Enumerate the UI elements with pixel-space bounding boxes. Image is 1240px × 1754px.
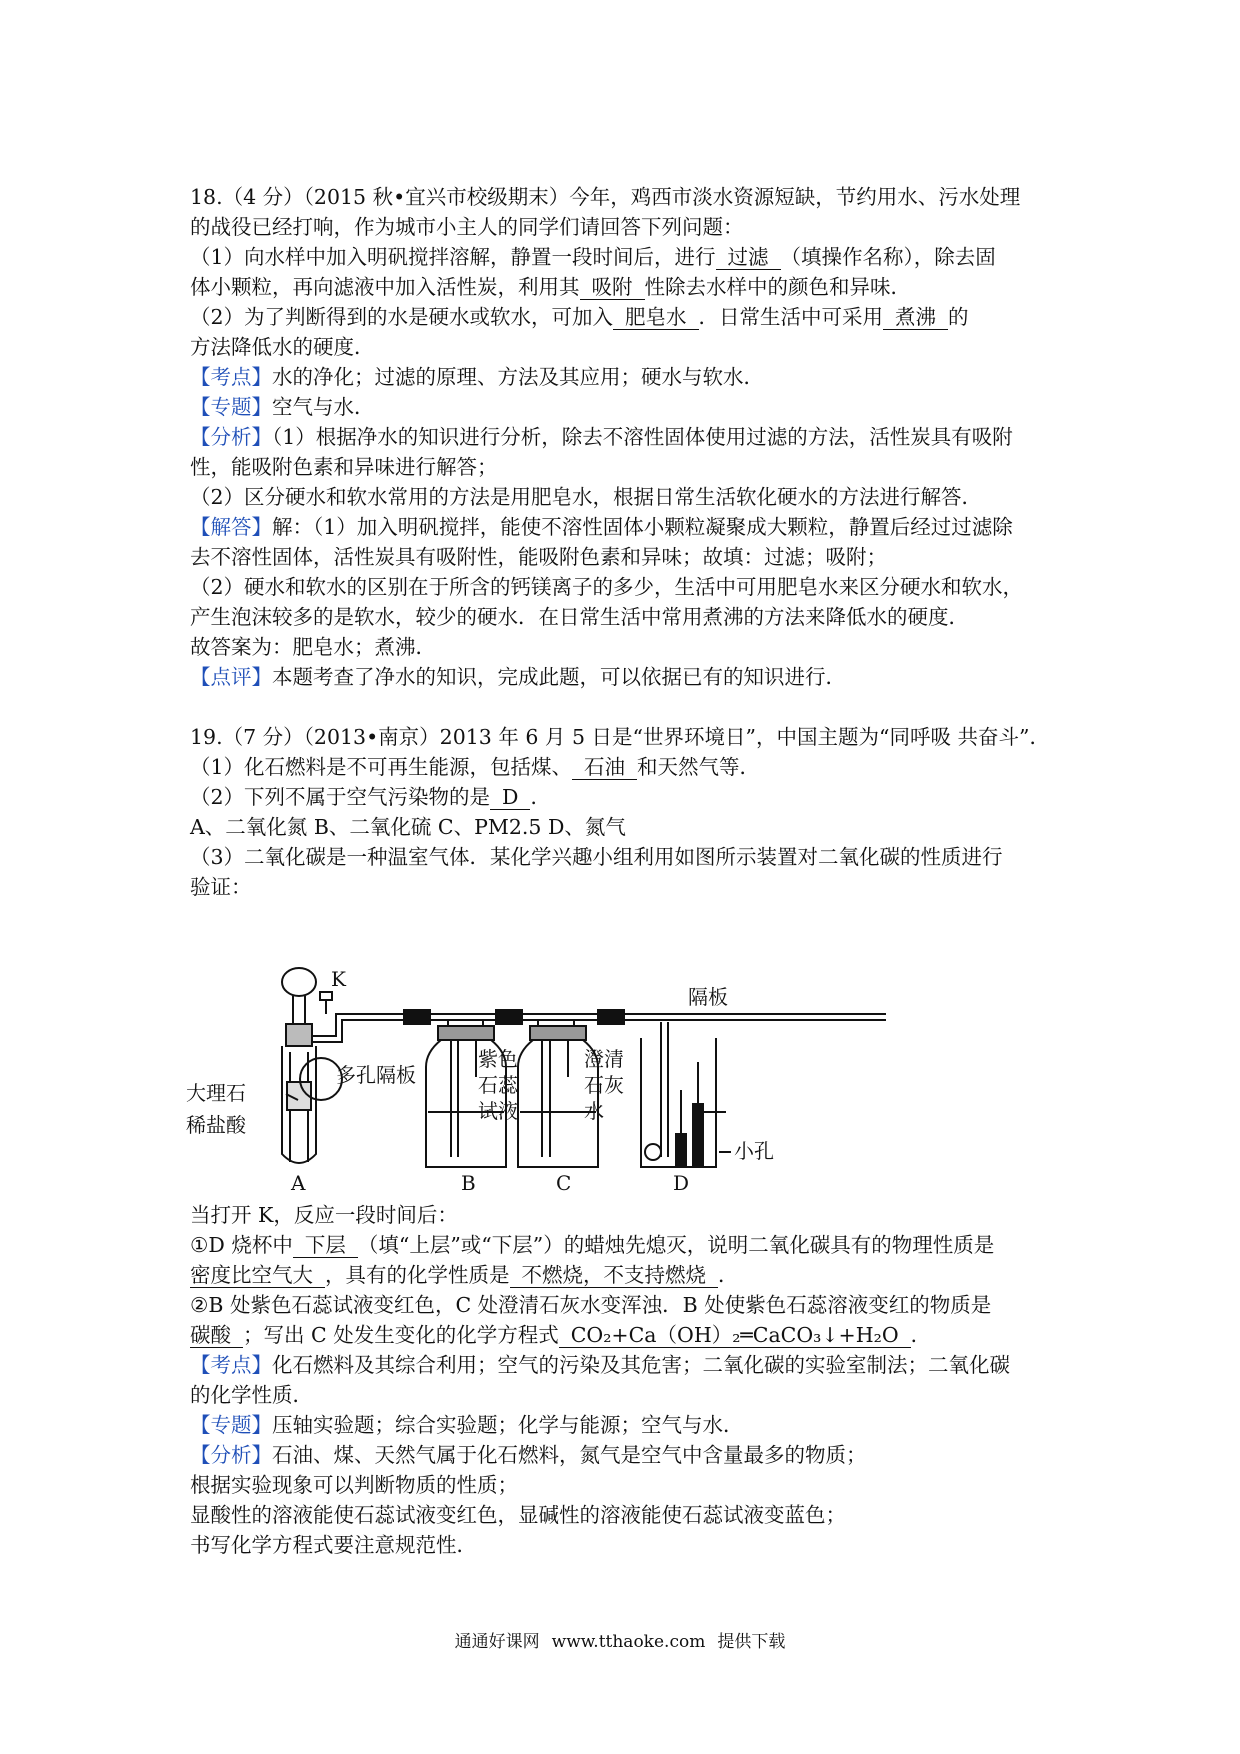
q19-open-k: 当打开 K，反应一段时间后：	[190, 1203, 458, 1227]
q18-jieda-line2: 去不溶性固体，活性炭具有吸附性，能吸附色素和异味；故填：过滤；吸附；	[190, 545, 887, 569]
apparatus-diagram	[186, 962, 886, 1192]
label-zise1: 紫色	[478, 1047, 518, 1071]
q19-part1: （1）化石燃料是不可再生能源，包括煤、 石油 和天然气等．	[190, 755, 761, 779]
label-D: D	[673, 1171, 690, 1192]
q18-fenxi: 【分析】（1）根据净水的知识进行分析，除去不溶性固体使用过滤的方法，活性炭具有吸附	[190, 425, 1013, 449]
answer-blank: 石油	[572, 755, 637, 780]
q18-jieda: 【解答】解：（1）加入明矾搅拌，能使不溶性固体小颗粒凝聚成大颗粒，静置后经过过滤除	[190, 515, 1013, 539]
section-tag: 【考点】	[190, 365, 272, 389]
label-zise2: 石蕊	[478, 1073, 518, 1097]
section-tag: 【点评】	[190, 665, 272, 689]
page-footer	[0, 1630, 1240, 1654]
label-chengqing1: 澄清	[584, 1047, 624, 1071]
label-xiaokong: 小孔	[734, 1139, 774, 1163]
q19-fenxi: 【分析】石油、煤、天然气属于化石燃料，氮气是空气中含量最多的物质；	[190, 1443, 867, 1467]
q18-jieda-line4: 产生泡沫较多的是软水，较少的硬水．在日常生活中常用煮沸的方法来降低水的硬度．	[190, 605, 969, 629]
label-chengqing2: 石灰	[584, 1073, 624, 1097]
footer-url[interactable]: www.tthaoke.com	[551, 1632, 706, 1652]
section-tag: 【专题】	[190, 395, 272, 419]
label-K: K	[331, 967, 346, 991]
answer-blank: D	[490, 785, 530, 810]
q18-part2-line2: 方法降低水的硬度．	[190, 335, 375, 359]
q18-fenxi-line2: 性，能吸附色素和异味进行解答；	[190, 455, 498, 479]
q18-part1-line1: （1）向水样中加入明矾搅拌溶解，静置一段时间后，进行 过滤 （填操作名称），除去固	[190, 245, 996, 269]
label-zise3: 试液	[478, 1099, 518, 1123]
q18-stem-line2: 的战役已经打响，作为城市小主人的同学们请回答下列问题：	[190, 215, 744, 239]
answer-blank: 煮沸	[883, 305, 948, 330]
q19-part3-line1: （3）二氧化碳是一种温室气体．某化学兴趣小组利用如图所示装置对二氧化碳的性质进行	[190, 845, 1003, 869]
label-A: A	[291, 1171, 306, 1192]
q18-kaodian: 【考点】水的净化；过滤的原理、方法及其应用；硬水与软水．	[190, 365, 764, 389]
q19-sub1-line2: 密度比空气大 ，具有的化学性质是 不燃烧，不支持燃烧 ．	[190, 1263, 739, 1287]
q19-kaodian: 【考点】化石燃料及其综合利用；空气的污染及其危害；二氧化碳的实验室制法；二氧化碳	[190, 1353, 1010, 1377]
label-geban: 隔板	[688, 985, 728, 1009]
q19-options: A、二氧化氮 B、二氧化硫 C、PM2.5 D、氮气	[190, 815, 626, 839]
answer-blank: 碳酸	[190, 1323, 243, 1348]
q18-part1-line2: 体小颗粒，再向滤液中加入活性炭，利用其 吸附 性除去水样中的颜色和异味．	[190, 275, 911, 299]
q18-fenxi-line3: （2）区分硬水和软水常用的方法是用肥皂水，根据日常生活软化硬水的方法进行解答．	[190, 485, 983, 509]
section-tag: 【解答】	[190, 515, 272, 539]
answer-blank: 密度比空气大	[190, 1263, 325, 1288]
section-tag: 【专题】	[190, 1413, 272, 1437]
answer-blank: CO₂+Ca（OH）₂═CaCO₃↓+H₂O	[559, 1323, 911, 1348]
answer-blank: 吸附	[580, 275, 645, 300]
q19-sub1-line1: ①D 烧杯中 下层 （填“上层”或“下层”）的蜡烛先熄灭，说明二氧化碳具有的物理性质是	[190, 1233, 995, 1257]
q18-dianping: 【点评】本题考查了净水的知识，完成此题，可以依据已有的知识进行．	[190, 665, 846, 689]
q19-sub2-line1: ②B 处紫色石蕊试液变红色，C 处澄清石灰水变浑浊．B 处使紫色石蕊溶液变红的物质是	[190, 1293, 992, 1317]
q18-jieda-line5: 故答案为：肥皂水；煮沸．	[190, 635, 436, 659]
q19-part2: （2）下列不属于空气污染物的是 D ．	[190, 785, 551, 809]
q19-stem-line1: 19.（7 分）（2013•南京）2013 年 6 月 5 日是“世界环境日”，中国主题为“同呼吸 共奋斗”．	[190, 725, 1050, 749]
q18-jieda-line3: （2）硬水和软水的区别在于所含的钙镁离子的多少，生活中可用肥皂水来区分硬水和软水，	[190, 575, 1024, 599]
label-chengqing3: 水	[584, 1099, 604, 1123]
answer-blank: 肥皂水	[613, 305, 699, 330]
footer-provide: 提供下载	[717, 1632, 786, 1652]
section-tag: 【分析】	[190, 425, 272, 449]
q19-kaodian-line2: 的化学性质．	[190, 1383, 313, 1407]
q18-zhuanti: 【专题】空气与水．	[190, 395, 375, 419]
q19-zhuanti: 【专题】压轴实验题；综合实验题；化学与能源；空气与水．	[190, 1413, 744, 1437]
label-dalishi: 大理石	[186, 1081, 246, 1105]
answer-blank: 过滤	[716, 245, 781, 270]
q19-fenxi-line4: 书写化学方程式要注意规范性．	[190, 1533, 477, 1557]
q18-stem-line1: 18.（4 分）（2015 秋•宜兴市校级期末）今年，鸡西市淡水资源短缺，节约用水、污水处理	[190, 185, 1021, 209]
answer-blank: 下层	[293, 1233, 358, 1258]
q18-part2-line1: （2）为了判断得到的水是硬水或软水，可加入 肥皂水 ．日常生活中可采用 煮沸 的	[190, 305, 969, 329]
label-duokong: 多孔隔板	[336, 1063, 416, 1087]
label-B: B	[461, 1171, 476, 1192]
label-C: C	[556, 1171, 572, 1192]
footer-site: 通通好课网	[454, 1632, 540, 1652]
q19-fenxi-line2: 根据实验现象可以判断物质的性质；	[190, 1473, 518, 1497]
answer-blank: 不燃烧，不支持燃烧	[510, 1263, 719, 1288]
q19-part3-line2: 验证：	[190, 875, 252, 899]
q19-sub2-line2: 碳酸 ；写出 C 处发生变化的化学方程式 CO₂+Ca（OH）₂═CaCO₃↓+H₂O ．	[190, 1323, 932, 1347]
section-tag: 【考点】	[190, 1353, 272, 1377]
q19-fenxi-line3: 显酸性的溶液能使石蕊试液变红色，显碱性的溶液能使石蕊试液变蓝色；	[190, 1503, 846, 1527]
label-xiyansuan: 稀盐酸	[186, 1113, 246, 1137]
section-tag: 【分析】	[190, 1443, 272, 1467]
